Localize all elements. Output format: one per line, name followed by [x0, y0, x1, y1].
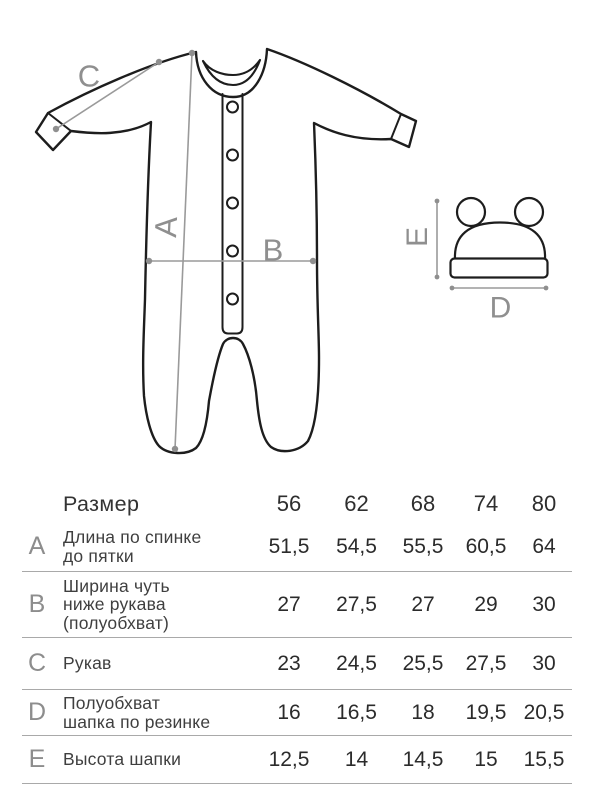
cell-value: 27,5 [465, 651, 507, 675]
snap-button [227, 246, 238, 257]
table-row [22, 690, 572, 736]
row-label-line: Рукав [63, 653, 112, 674]
row-label-line: Полуобхват [63, 693, 161, 713]
row-letter: A [28, 532, 46, 560]
row-label-line: ниже рукава [63, 594, 166, 615]
measure-dot [450, 286, 455, 291]
cell-value: 27 [277, 592, 301, 616]
measure-dot [172, 446, 178, 452]
row-letter: B [28, 590, 46, 618]
cell-value: 27 [411, 592, 435, 616]
row-label-line: Ширина чуть [63, 575, 170, 596]
hat-ear-right [515, 198, 543, 226]
snap-button [227, 198, 238, 209]
header-size-74: 74 [473, 491, 499, 516]
measure-dot [435, 199, 440, 204]
snap-button [227, 294, 238, 305]
cell-value: 20,5 [523, 700, 565, 724]
header-size-56: 56 [276, 491, 302, 516]
row-label [52, 577, 255, 633]
cell-value: 16,5 [336, 700, 377, 724]
table-row [22, 736, 572, 784]
sleepsuit-drawing [36, 49, 416, 453]
cell-value: 54,5 [336, 534, 377, 558]
cell-value: 25,5 [402, 651, 444, 675]
cell-value: 51,5 [268, 534, 310, 558]
row-label [52, 750, 255, 769]
cell-value: 15,5 [523, 747, 565, 771]
header-size-62: 62 [344, 491, 369, 516]
measure-label-e: E [401, 226, 434, 248]
size-table [22, 480, 572, 784]
row-label-line: (полуобхват) [63, 612, 170, 633]
row-label [52, 528, 255, 565]
cell-value: 24,5 [336, 651, 377, 675]
measure-dot [544, 286, 549, 291]
cell-value: 15 [474, 747, 498, 771]
row-letter: D [27, 698, 47, 726]
row-label-line: до пятки [63, 545, 134, 566]
measure-dot [435, 275, 440, 280]
table-row [22, 638, 572, 690]
header-size-80: 80 [531, 491, 557, 516]
hat-brim [451, 259, 548, 278]
measure-label-a: A [147, 215, 185, 239]
row-label-line: Высота шапки [63, 749, 182, 770]
neckline-band [203, 60, 260, 85]
table-row [22, 572, 572, 638]
cell-value: 18 [411, 700, 435, 724]
hat-ear-left [457, 198, 485, 226]
table-header-row [22, 480, 572, 522]
cell-value: 30 [532, 592, 556, 616]
cell-value: 14 [344, 747, 369, 771]
cell-value: 12,5 [268, 747, 310, 771]
cell-value: 16 [277, 700, 301, 724]
row-label-line: шапка по резинке [63, 711, 211, 732]
row-label [52, 694, 255, 731]
snap-button [227, 150, 238, 161]
hat-drawing [451, 198, 548, 278]
measure-label-c: C [77, 58, 101, 94]
measure-dot [146, 258, 152, 264]
table-row [22, 522, 572, 572]
header-size-68: 68 [410, 491, 436, 516]
measure-label-d: D [489, 291, 512, 325]
cell-value: 64 [532, 534, 556, 558]
row-letter: C [27, 649, 47, 677]
cell-value: 60,5 [465, 534, 507, 558]
sleepsuit-outline [36, 49, 416, 453]
cell-value: 27,5 [336, 592, 377, 616]
measure-dot [53, 126, 59, 132]
row-letter: E [28, 745, 46, 773]
row-label [52, 654, 255, 673]
cell-value: 29 [474, 592, 498, 616]
cell-value: 19,5 [465, 700, 507, 724]
snap-button [227, 102, 238, 113]
cell-value: 30 [532, 651, 556, 675]
cell-value: 23 [277, 651, 301, 675]
row-label-line: Длина по спинке [63, 527, 202, 547]
cell-value: 55,5 [402, 534, 444, 558]
measure-label-b: B [262, 232, 284, 268]
hat-crown [455, 223, 545, 260]
measure-dot [156, 59, 162, 65]
header-size-label: Размер [63, 491, 140, 516]
cell-value: 14,5 [402, 747, 444, 771]
measure-dot [310, 258, 316, 264]
measure-dot [189, 50, 195, 56]
